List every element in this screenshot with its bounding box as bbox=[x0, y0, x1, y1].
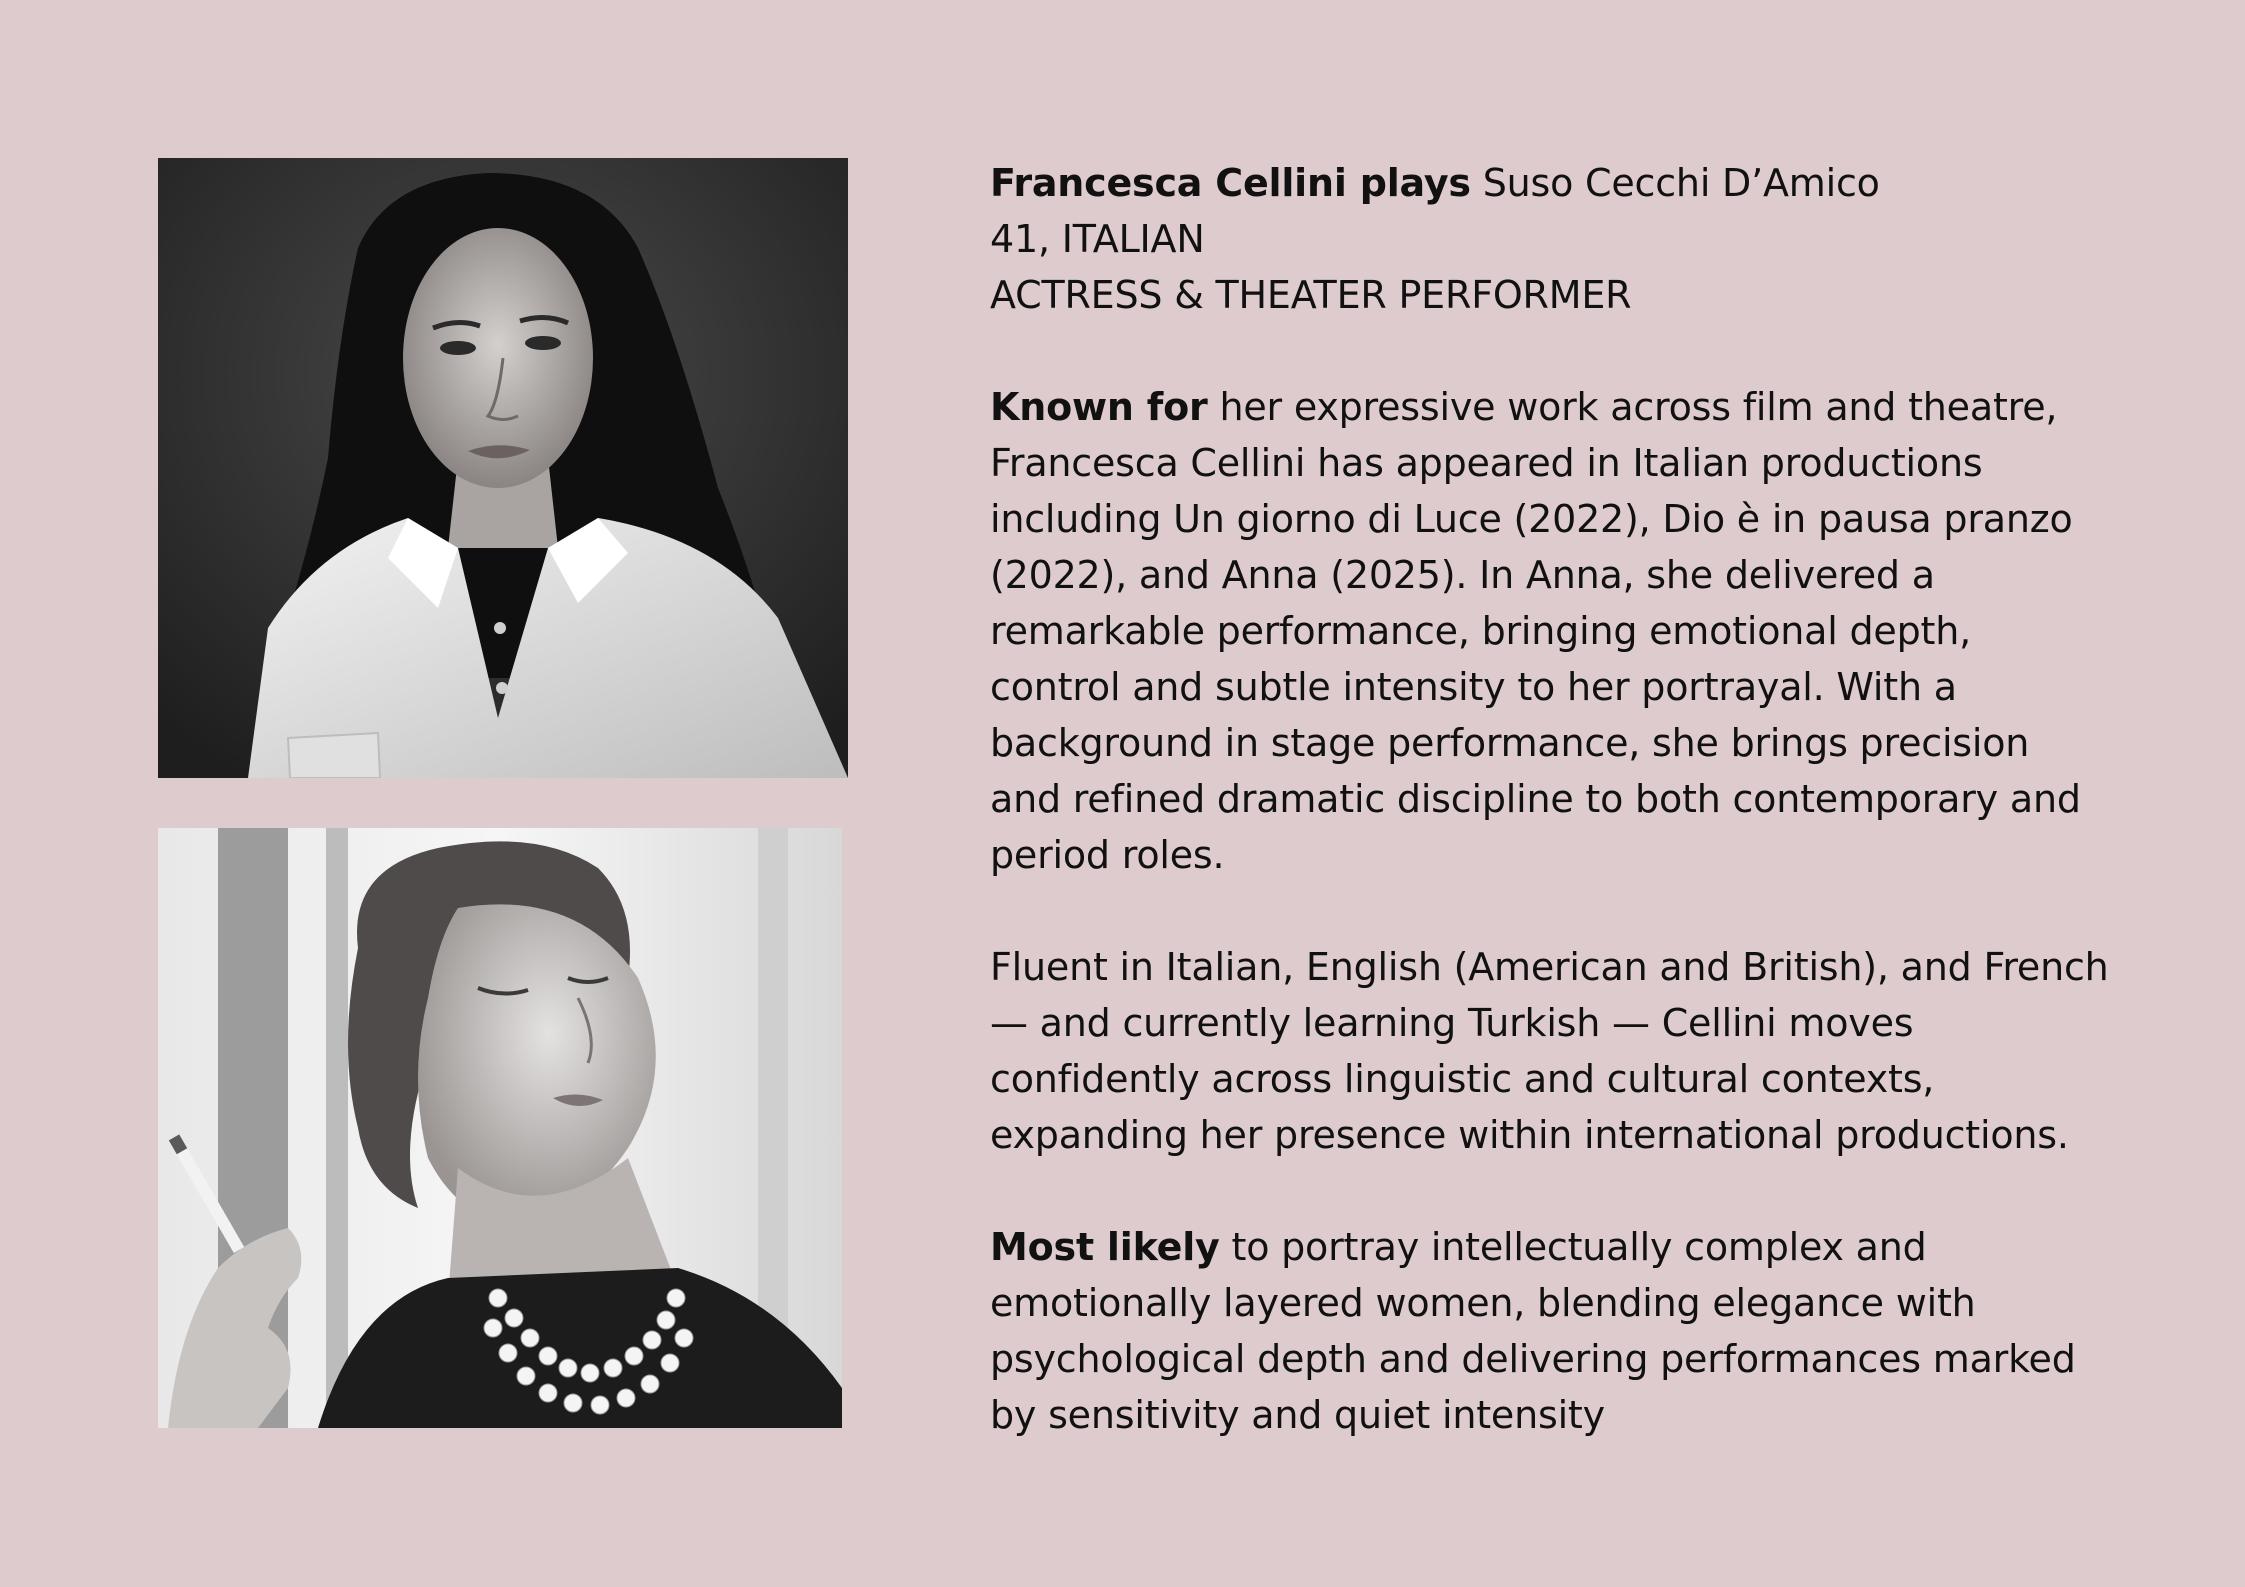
portrait-photo bbox=[158, 158, 848, 778]
languages-line: confidently across linguistic and cultural contexts, bbox=[990, 1057, 1935, 1101]
profile-text bbox=[990, 155, 2110, 1443]
actor-name: Francesca Cellini plays bbox=[990, 161, 1471, 205]
name-line bbox=[990, 155, 2110, 211]
age-nationality: 41, ITALIAN bbox=[990, 217, 1205, 261]
header-block bbox=[990, 155, 2110, 323]
known-for-lead: Known for bbox=[990, 385, 1208, 429]
most-likely-line: Most likely to portray intellectually complex and bbox=[990, 1225, 1927, 1269]
most-likely-line: by sensitivity and quiet intensity bbox=[990, 1393, 1605, 1437]
profession: ACTRESS & THEATER PERFORMER bbox=[990, 273, 1632, 317]
languages-paragraph bbox=[990, 939, 2110, 1163]
known-for-line: and refined dramatic discipline to both contemporary and bbox=[990, 777, 2081, 821]
known-for-line: period roles. bbox=[990, 833, 1225, 877]
known-for-line: background in stage performance, she brings precision bbox=[990, 721, 2030, 765]
languages-line: Fluent in Italian, English (American and British), and French bbox=[990, 945, 2109, 989]
languages-line: expanding her presence within international productions. bbox=[990, 1113, 2069, 1157]
known-for-line: (2022), and Anna (2025). In Anna, she delivered a bbox=[990, 553, 1935, 597]
known-for-paragraph bbox=[990, 379, 2110, 883]
role-name: Suso Cecchi D’Amico bbox=[1482, 161, 1880, 205]
most-likely-line: emotionally layered women, blending elegance with bbox=[990, 1281, 1976, 1325]
known-for-line: remarkable performance, bringing emotional depth, bbox=[990, 609, 1971, 653]
most-likely-lead: Most likely bbox=[990, 1225, 1220, 1269]
most-likely-line: psychological depth and delivering performances marked bbox=[990, 1337, 2076, 1381]
known-for-line: Francesca Cellini has appeared in Italian productions bbox=[990, 441, 1983, 485]
smoking-portrait-photo bbox=[158, 828, 842, 1428]
known-for-line: control and subtle intensity to her portrayal. With a bbox=[990, 665, 1957, 709]
most-likely-paragraph bbox=[990, 1219, 2110, 1443]
known-for-line: Known for her expressive work across film and theatre, bbox=[990, 385, 2058, 429]
known-for-line: including Un giorno di Luce (2022), Dio è in pausa pranzo bbox=[990, 497, 2073, 541]
languages-line: — and currently learning Turkish — Cellini moves bbox=[990, 1001, 1914, 1045]
